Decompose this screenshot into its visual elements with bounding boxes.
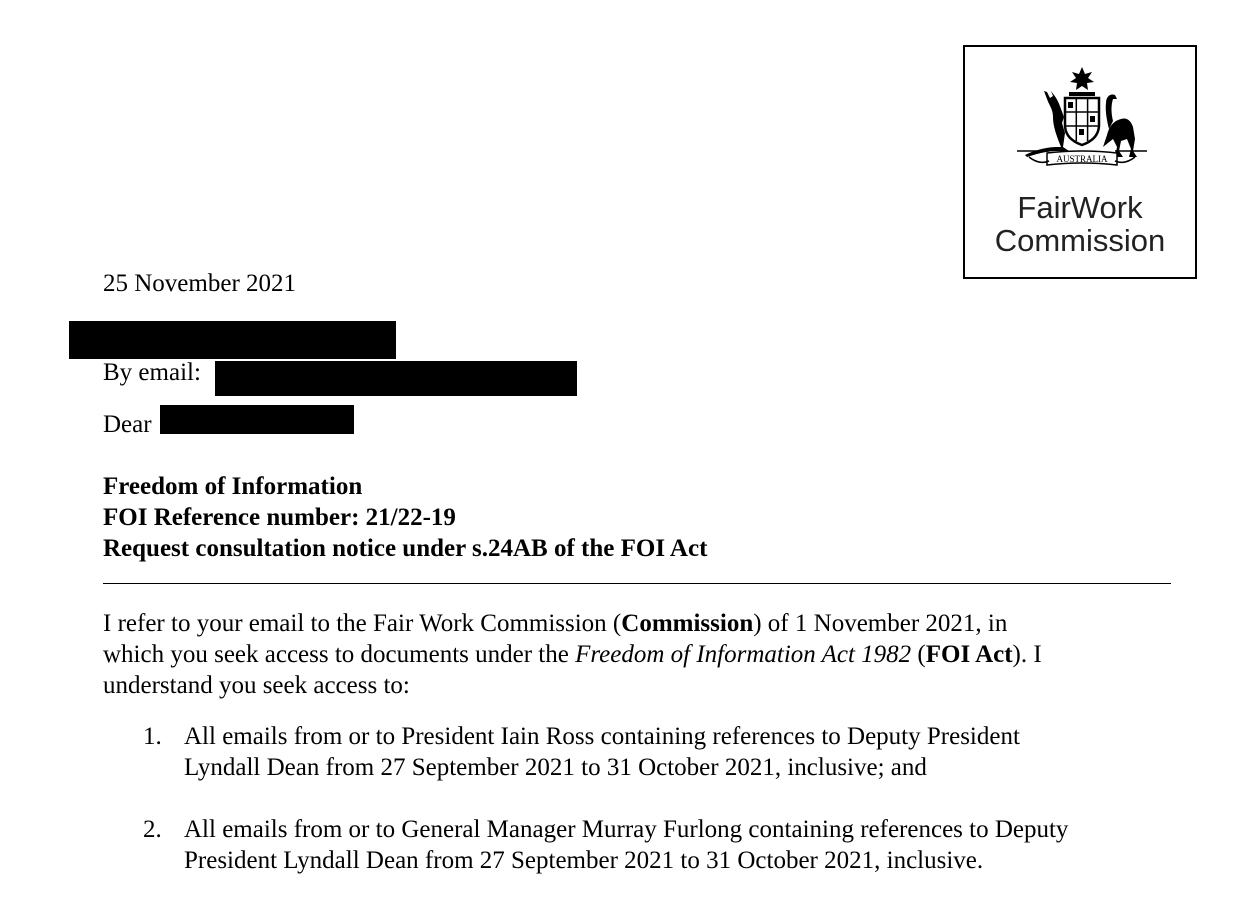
paragraph-text: which you seek access to documents under the (103, 641, 576, 668)
fair-work-commission-logo (963, 45, 1197, 279)
crest-label: AUSTRALIA (1056, 154, 1108, 164)
org-name-line-1: FairWork (1017, 190, 1143, 225)
item-line: All emails from or to General Manager Murray Furlong containing references to Deputy (184, 816, 1069, 843)
item-number: 1. (143, 723, 162, 750)
foi-act-defined-term: FOI Act (925, 641, 1013, 668)
item-line: All emails from or to President Iain Ross containing references to Deputy President (184, 723, 1020, 750)
commission-defined-term: Commission (621, 610, 754, 637)
heading-divider (103, 583, 1171, 584)
intro-paragraph (103, 608, 1173, 701)
redacted-salutation-name (160, 405, 354, 434)
heading-line-2: FOI Reference number: 21/22-19 (103, 504, 456, 531)
paragraph-text: ). I (1012, 641, 1042, 668)
by-email-label: By email: (103, 359, 201, 386)
organisation-name (965, 191, 1195, 257)
paragraph-line-3: understand you seek access to: (103, 672, 410, 699)
paragraph-line-2 (103, 639, 1173, 670)
paragraph-text: ) of 1 November 2021, in (753, 610, 1008, 637)
coat-of-arms-icon (1009, 65, 1155, 171)
paragraph-line-1 (103, 608, 1173, 639)
redacted-email-address (215, 361, 577, 396)
heading-line-1: Freedom of Information (103, 473, 363, 500)
heading-line-3: Request consultation notice under s.24AB of the FOI Act (103, 535, 708, 562)
item-number: 2. (143, 816, 162, 843)
letter-date: 25 November 2021 (103, 270, 297, 297)
item-text (184, 814, 1068, 876)
item-line: Lyndall Dean from 27 September 2021 to 31 October 2021, inclusive; and (184, 754, 927, 781)
paragraph-text: I refer to your email to the Fair Work Commission ( (103, 610, 622, 637)
org-name-line-2: Commission (994, 223, 1166, 258)
redacted-recipient-name (69, 321, 396, 359)
salutation-label: Dear (103, 411, 152, 438)
paragraph-text: ( (911, 641, 926, 668)
act-title: Freedom of Information Act 1982 (575, 641, 912, 668)
item-text (184, 721, 1020, 783)
item-line: President Lyndall Dean from 27 September 2021 to 31 October 2021, inclusive. (184, 847, 984, 874)
letter-heading (103, 471, 707, 564)
